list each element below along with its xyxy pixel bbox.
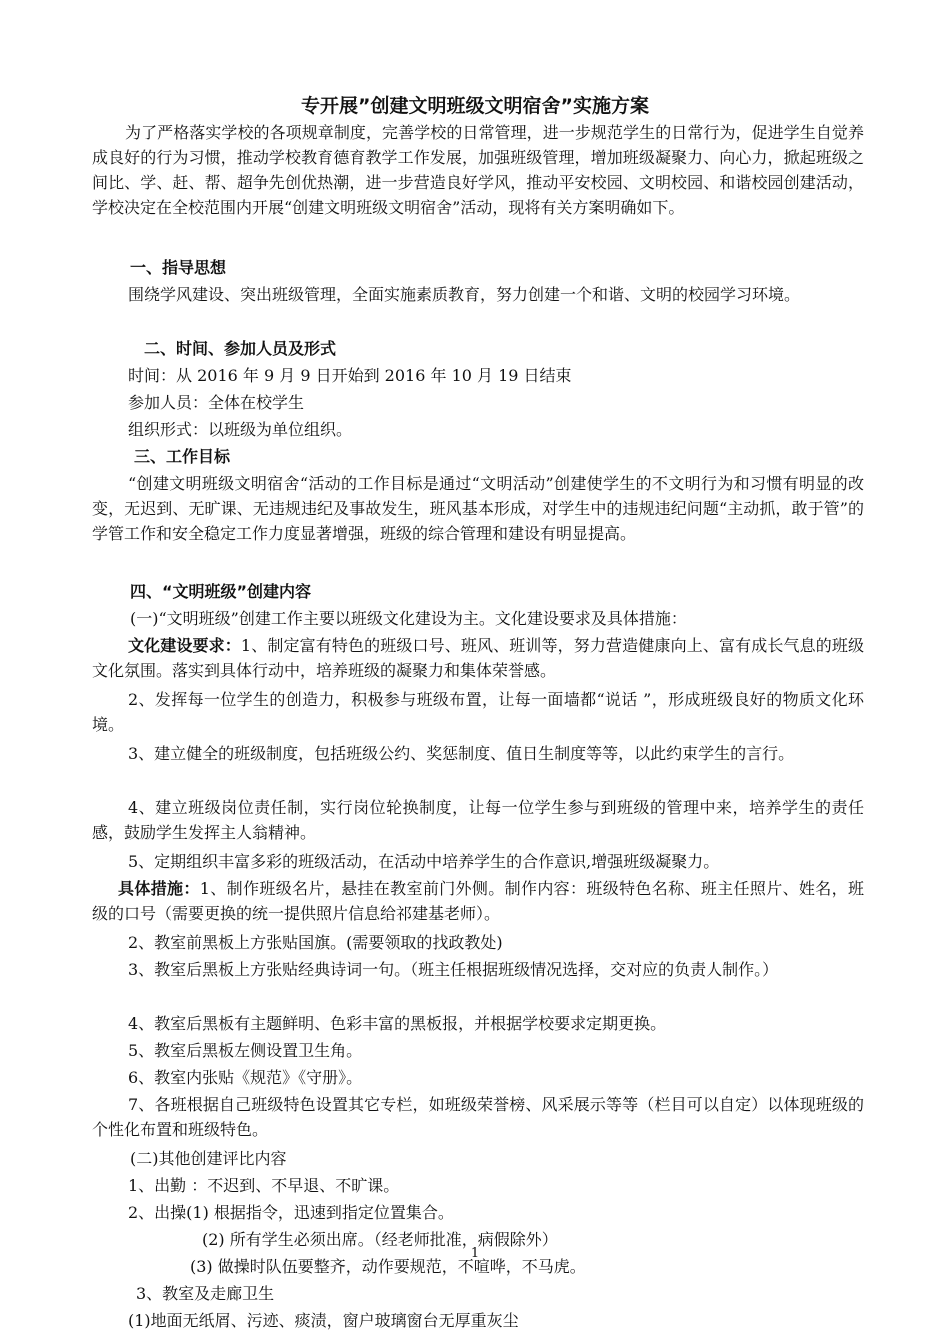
section-4-subsection-1: (一)“文明班级”创建工作主要以班级文化建设为主。文化建设要求及具体措施： [130,609,687,628]
section-4-heading: 四、“文明班级”创建内容 [130,582,312,601]
item-1-attendance: 1、出勤 ：不迟到、不早退、不旷课。 [128,1176,400,1195]
item-3-sub-1: (1)地面无纸屑、污迹、痰渍，窗户玻璃窗台无厚重灰尘 [128,1311,519,1330]
culture-requirement-label: 文化建设要求： [128,636,241,655]
culture-requirement-1 [92,633,864,683]
measure-2: 2、教室前黑板上方张贴国旗。(需要领取的找政教处) [128,933,503,952]
measure-1-text: 1、制作班级名片，悬挂在教室前门外侧。制作内容：班级特色名称、班主任照片、姓名，班级的口号（需要更换的统一提供照片信息给祁建基老师）。 [92,879,864,923]
culture-requirement-3: 3、建立健全的班级制度，包括班级公约、奖惩制度、值日生制度等等，以此约束学生的言行。 [128,744,795,763]
measure-7: 7、各班根据自己班级特色设置其它专栏，如班级荣誉榜、风采展示等等（栏目可以自定）以体现班级的个性化布置和班级特色。 [92,1095,864,1139]
intro-paragraph: 为了严格落实学校的各项规章制度，完善学校的日常管理，进一步规范学生的日常行为，促进学生自觉养成良好的行为习惯，推动学校教育德育教学工作发展，加强班级管理，增加班级凝聚力、向心力，掀起班级之间比、学、赶、帮、超争先创优热潮，进一步营造良好学风，推动平安校园、文明校园、和谐校园创建活动，学校决定在全校范围内开展“创建文明班级文明宿舍”活动，现将有关方案明确如下。 [92,123,864,217]
section-1-heading: 一、指导思想 [130,258,227,277]
culture-requirement-2: 2、发挥每一位学生的创造力，积极参与班级布置，让每一面墙都“说话 ”，形成班级良好的物质文化环境。 [92,690,864,734]
culture-requirement-5: 5、定期组织丰富多彩的班级活动，在活动中培养学生的合作意识,增强班级凝聚力。 [128,852,720,871]
measures-label: 具体措施： [118,879,200,898]
section-3-text: “创建文明班级文明宿舍“活动的工作目标是通过“文明活动”创建使学生的不文明行为和习惯有明显的改变，无迟到、无旷课、无违规违纪及事故发生，班风基本形成，对学生中的违规违纪问题“主动抓，敢于管”的学管工作和安全稳定工作力度显著增强，班级的综合管理和建设有明显提高。 [92,474,864,543]
item-2-exercise: 2、出操(1) 根据指令，迅速到指定位置集合。 [128,1203,454,1222]
section-4-subsection-2: (二)其他创建评比内容 [130,1149,287,1168]
item-3-classroom-hygiene: 3、教室及走廊卫生 [136,1284,275,1303]
measure-6: 6、教室内张贴《规范》《守册》。 [128,1068,363,1087]
section-2-time: 时间：从 2016 年 9 月 9 日开始到 2016 年 10 月 19 日结束 [128,366,572,385]
measure-5: 5、教室后黑板左侧设置卫生角。 [128,1041,363,1060]
measure-4: 4、教室后黑板有主题鲜明、色彩丰富的黑板报，并根据学校要求定期更换。 [128,1014,667,1033]
section-2-heading: 二、时间、参加人员及形式 [144,339,337,358]
culture-requirement-1-text: 1、制定富有特色的班级口号、班风、班训等，努力营造健康向上、富有成长气息的班级文化氛围。落实到具体行动中，培养班级的凝聚力和集体荣誉感。 [92,636,864,680]
section-2-form: 组织形式：以班级为单位组织。 [128,420,353,439]
culture-requirement-4: 4、建立班级岗位责任制，实行岗位轮换制度，让每一位学生参与到班级的管理中来，培养学生的责任感，鼓励学生发挥主人翁精神。 [92,798,864,842]
measure-1 [92,876,864,926]
section-3-heading: 三、工作目标 [134,447,231,466]
document-title: 专开展”创建文明班级文明宿舍”实施方案 [301,95,649,117]
page-number: 1 [470,1246,480,1261]
section-1-text: 围绕学风建设、突出班级管理，全面实施素质教育，努力创建一个和谐、文明的校园学习环境。 [128,285,801,304]
item-2-exercise-sub-3: (3) 做操时队伍要整齐，动作要规范，不喧哗，不马虎。 [190,1257,586,1276]
item-2-exercise-sub-2: (2) 所有学生必须出席。（经老师批准，病假除外） [202,1230,558,1249]
measure-3: 3、教室后黑板上方张贴经典诗词一句。（班主任根据班级情况选择，交对应的负责人制作。） [128,960,779,979]
section-2-participants: 参加人员：全体在校学生 [128,393,305,412]
